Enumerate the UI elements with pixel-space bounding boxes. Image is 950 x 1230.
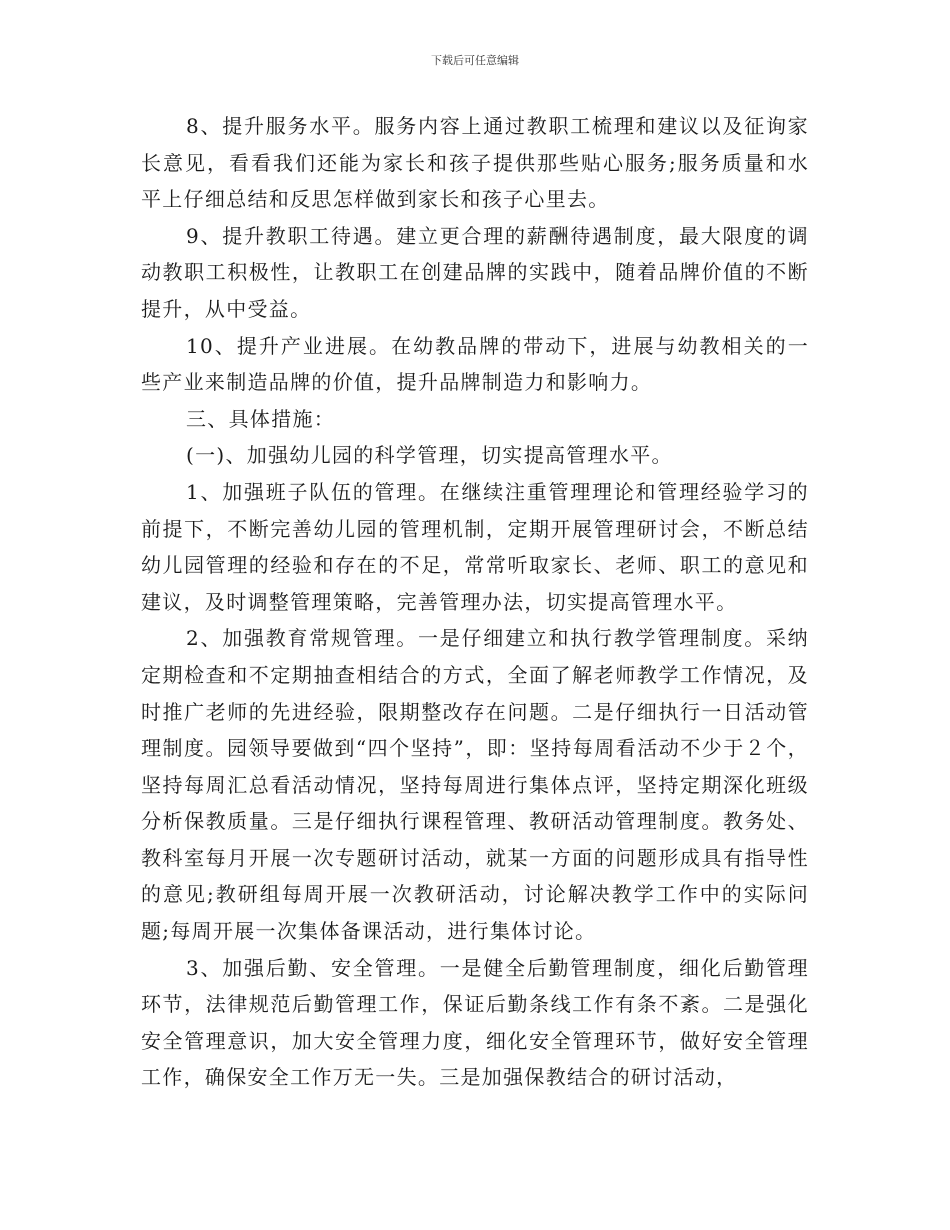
section-heading-specific-measures: 三、具体措施：: [186, 406, 336, 431]
document-body: [141, 108, 809, 1096]
paragraph-staff-benefits: 9、提升教职工待遇。建立更合理的薪酬待遇制度，最大限度的调动教职工积极性，让教职工在创建品牌的实践中，随着品牌价值的不断提升，从中受益。: [141, 223, 809, 321]
page-header-note: 下载后可任意编辑: [431, 54, 519, 67]
paragraph-leadership-management: 1、加强班子队伍的管理。在继续注重管理理论和管理经验学习的前提下，不断完善幼儿园的管理机制，定期开展管理研讨会，不断总结幼儿园管理的经验和存在的不足，常常听取家长、老师、职工的意见和建议，及时调整管理策略，完善管理办法，切实提高管理水平。: [141, 479, 809, 614]
subsection-heading-scientific-management: (一)、加强幼儿园的科学管理，切实提高管理水平。: [186, 443, 673, 468]
paragraph-education-routine: 2、加强教育常规管理。一是仔细建立和执行教学管理制度。采纳定期检查和不定期抽查相结合的方式，全面了解老师教学工作情况，及时推广老师的先进经验，限期整改存在问题。二是仔细执行一日活动管理制度。园领导要做到“四个坚持”，即：坚持每周看活动不少于２个，坚持每周汇总看活动情况，坚持每周进行集体点评，坚持定期深化班级分析保教质量。三是仔细执行课程管理、教研活动管理制度。教务处、教科室每月开展一次专题研讨活动，就某一方面的问题形成具有指导性的意见;教研组每周开展一次教研活动，讨论解决教学工作中的实际问题;每周开展一次集体备课活动，进行集体讨论。: [141, 626, 809, 944]
paragraph-industry-development: 10、提升产业进展。在幼教品牌的带动下，进展与幼教相关的一些产业来制造品牌的价值，提升品牌制造力和影响力。: [141, 333, 809, 395]
paragraph-improve-service: 8、提升服务水平。服务内容上通过教职工梳理和建议以及征询家长意见，看看我们还能为家长和孩子提供那些贴心服务;服务质量和水平上仔细总结和反思怎样做到家长和孩子心里去。: [141, 114, 809, 212]
paragraph-logistics-safety: 3、加强后勤、安全管理。一是健全后勤管理制度，细化后勤管理环节，法律规范后勤管理工作，保证后勤条线工作有条不紊。二是强化安全管理意识，加大安全管理力度，细化安全管理环节，做好安全管理工作，确保安全工作万无一失。三是加强保教结合的研讨活动，: [141, 955, 809, 1090]
